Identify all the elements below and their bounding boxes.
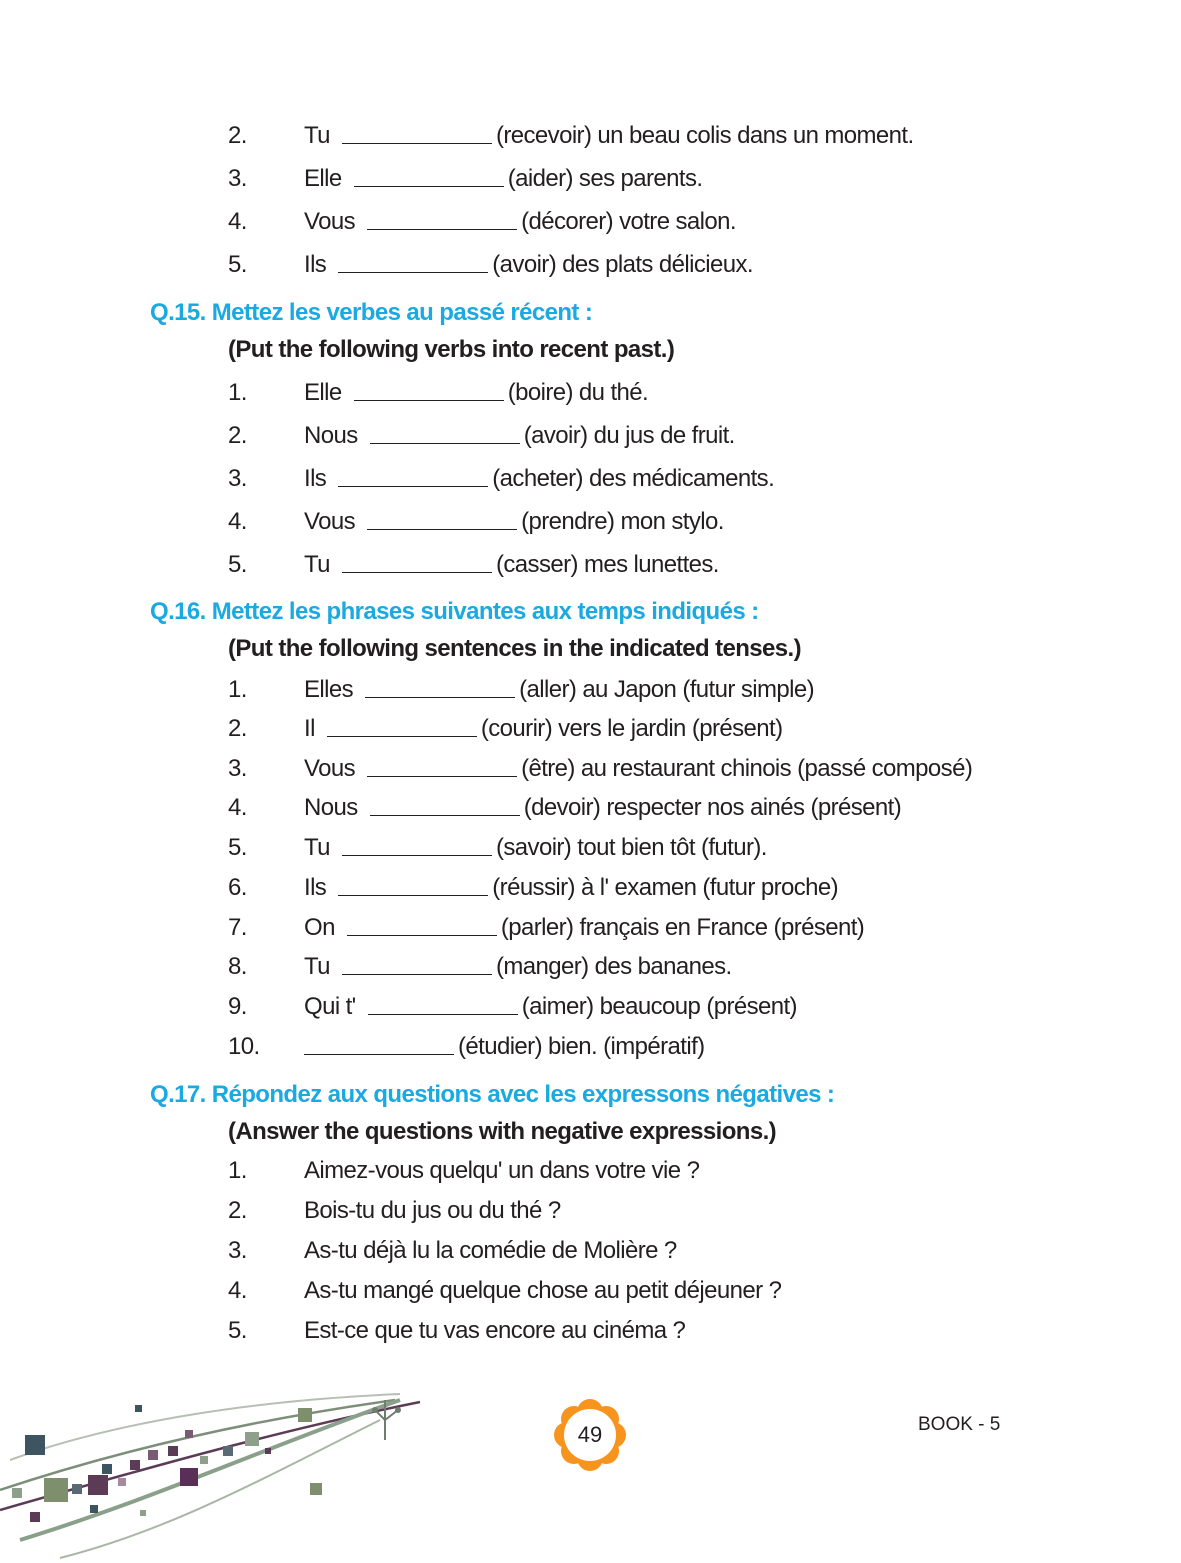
answer-blank[interactable] bbox=[354, 164, 504, 187]
item-number: 1. bbox=[228, 379, 247, 406]
q15-heading: Q.15. Mettez les verbes au passé récent : bbox=[150, 299, 593, 326]
item-subject: Tu bbox=[304, 122, 330, 149]
answer-blank[interactable] bbox=[338, 250, 488, 273]
q16-heading: Q.16. Mettez les phrases suivantes aux temps indiqués : bbox=[150, 598, 759, 625]
item-prompt: (recevoir) un beau colis dans un moment. bbox=[496, 122, 914, 149]
item-prompt: (boire) du thé. bbox=[507, 379, 649, 406]
item-prompt: (acheter) des médicaments. bbox=[492, 465, 775, 492]
item-number: 5. bbox=[228, 251, 247, 278]
book-label: BOOK - 5 bbox=[918, 1414, 1001, 1435]
q16-subheading: (Put the following sentences in the indicated tenses.) bbox=[228, 635, 802, 662]
item-number: 3. bbox=[228, 755, 247, 782]
item-subject: Elle bbox=[304, 165, 342, 192]
answer-blank[interactable] bbox=[367, 507, 517, 530]
answer-blank[interactable] bbox=[342, 550, 492, 573]
item-prompt: (étudier) bien. (impératif) bbox=[458, 1033, 705, 1060]
item-number: 5. bbox=[228, 551, 247, 578]
item-subject: Nous bbox=[304, 422, 358, 449]
question-text: As-tu mangé quelque chose au petit déjeuner ? bbox=[304, 1277, 782, 1304]
q17-subheading: (Answer the questions with negative expressions.) bbox=[228, 1118, 777, 1145]
item-prompt: (aller) au Japon (futur simple) bbox=[519, 676, 814, 703]
item-number: 5. bbox=[228, 1317, 247, 1344]
item-subject: Vous bbox=[304, 508, 355, 535]
answer-blank[interactable] bbox=[354, 378, 504, 401]
question-text: Est-ce que tu vas encore au cinéma ? bbox=[304, 1317, 686, 1344]
answer-blank[interactable] bbox=[342, 952, 492, 975]
item-number: 2. bbox=[228, 1197, 247, 1224]
question-text: As-tu déjà lu la comédie de Molière ? bbox=[304, 1237, 677, 1264]
question-text: Aimez-vous quelqu' un dans votre vie ? bbox=[304, 1157, 700, 1184]
item-subject: On bbox=[304, 914, 335, 941]
item-subject: Nous bbox=[304, 794, 358, 821]
item-number: 9. bbox=[228, 993, 247, 1020]
item-subject: Qui t' bbox=[304, 993, 356, 1020]
answer-blank[interactable] bbox=[342, 121, 492, 144]
answer-blank[interactable] bbox=[367, 207, 517, 230]
item-subject: Ils bbox=[304, 465, 327, 492]
item-number: 8. bbox=[228, 953, 247, 980]
question-text: Bois-tu du jus ou du thé ? bbox=[304, 1197, 561, 1224]
item-subject: Vous bbox=[304, 208, 355, 235]
q17-heading: Q.17. Répondez aux questions avec les expressons négatives : bbox=[150, 1081, 835, 1108]
item-subject: Il bbox=[304, 715, 315, 742]
item-prompt: (courir) vers le jardin (présent) bbox=[480, 715, 783, 742]
item-number: 5. bbox=[228, 834, 247, 861]
answer-blank[interactable] bbox=[327, 714, 477, 737]
answer-blank[interactable] bbox=[370, 793, 520, 816]
item-subject: Elle bbox=[304, 379, 342, 406]
item-number: 3. bbox=[228, 1237, 247, 1264]
decorative-swoosh-graphic bbox=[0, 1380, 440, 1563]
item-subject: Ils bbox=[304, 874, 327, 901]
item-prompt: (casser) mes lunettes. bbox=[496, 551, 719, 578]
item-number: 2. bbox=[228, 122, 247, 149]
item-number: 4. bbox=[228, 1277, 247, 1304]
item-prompt: (savoir) tout bien tôt (futur). bbox=[496, 834, 767, 861]
item-prompt: (décorer) votre salon. bbox=[521, 208, 736, 235]
q15-subheading: (Put the following verbs into recent past.) bbox=[228, 336, 675, 363]
answer-blank[interactable] bbox=[365, 675, 515, 698]
item-number: 3. bbox=[228, 465, 247, 492]
item-prompt: (avoir) du jus de fruit. bbox=[523, 422, 735, 449]
item-subject: Vous bbox=[304, 755, 355, 782]
item-prompt: (aimer) beaucoup (présent) bbox=[521, 993, 797, 1020]
item-number: 1. bbox=[228, 1157, 247, 1184]
item-prompt: (avoir) des plats délicieux. bbox=[492, 251, 753, 278]
item-number: 7. bbox=[228, 914, 247, 941]
item-prompt: (réussir) à l' examen (futur proche) bbox=[492, 874, 839, 901]
item-subject: Ils bbox=[304, 251, 327, 278]
item-number: 1. bbox=[228, 676, 247, 703]
item-number: 6. bbox=[228, 874, 247, 901]
page-number-badge bbox=[553, 1398, 627, 1472]
item-prompt: (être) au restaurant chinois (passé composé) bbox=[521, 755, 973, 782]
answer-blank[interactable] bbox=[367, 754, 517, 777]
item-prompt: (devoir) respecter nos ainés (présent) bbox=[523, 794, 902, 821]
answer-blank[interactable] bbox=[304, 1032, 454, 1055]
item-prompt: (manger) des bananes. bbox=[496, 953, 732, 980]
item-prompt: (prendre) mon stylo. bbox=[521, 508, 724, 535]
item-subject: Tu bbox=[304, 551, 330, 578]
answer-blank[interactable] bbox=[338, 464, 488, 487]
item-number: 3. bbox=[228, 165, 247, 192]
answer-blank[interactable] bbox=[370, 421, 520, 444]
item-number: 10. bbox=[228, 1033, 260, 1060]
item-subject: Elles bbox=[304, 676, 354, 703]
item-subject: Tu bbox=[304, 953, 330, 980]
item-number: 4. bbox=[228, 208, 247, 235]
answer-blank[interactable] bbox=[338, 873, 488, 896]
item-number: 4. bbox=[228, 794, 247, 821]
answer-blank[interactable] bbox=[347, 913, 497, 936]
answer-blank[interactable] bbox=[342, 833, 492, 856]
item-number: 2. bbox=[228, 715, 247, 742]
item-prompt: (aider) ses parents. bbox=[507, 165, 703, 192]
page-number: 49 bbox=[577, 1422, 603, 1447]
item-number: 2. bbox=[228, 422, 247, 449]
item-subject: Tu bbox=[304, 834, 330, 861]
answer-blank[interactable] bbox=[368, 992, 518, 1015]
item-prompt: (parler) français en France (présent) bbox=[500, 914, 865, 941]
item-number: 4. bbox=[228, 508, 247, 535]
